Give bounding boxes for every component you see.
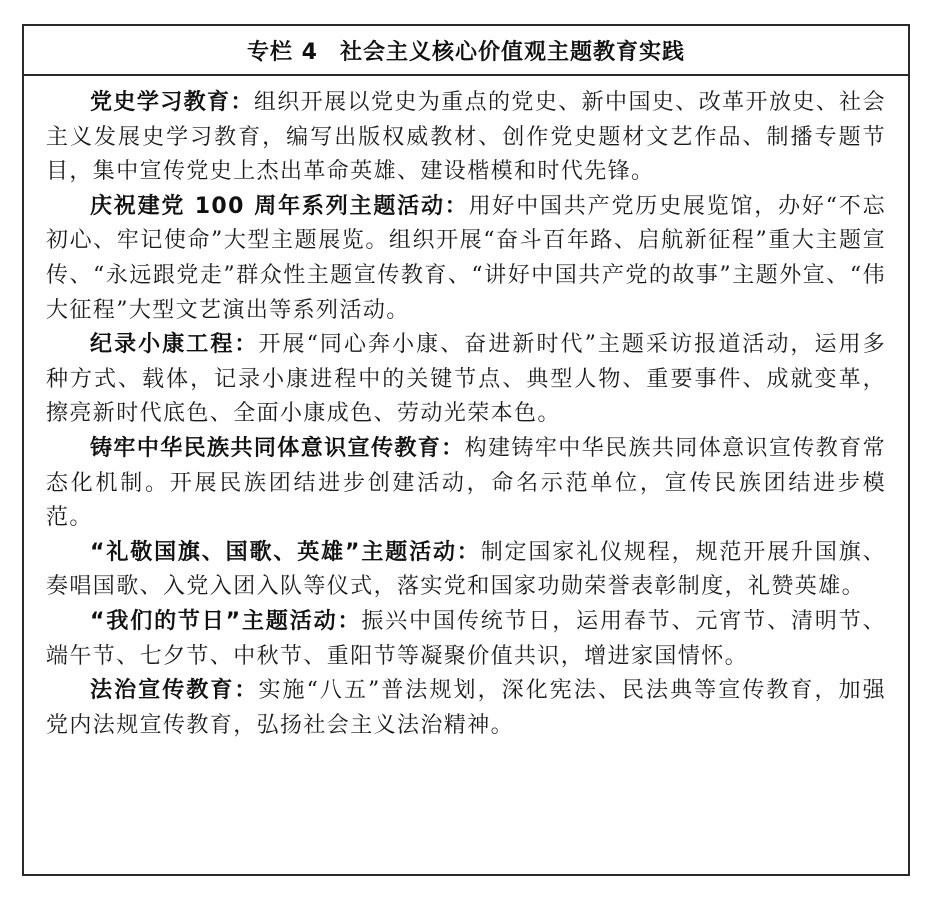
column-box <box>22 24 910 876</box>
paragraph-body: 组织开展以党史为重点的党史、新中国史、改革开放史、社会主义发展史学习教育，编写出版权威教材、创作党史题材文艺作品、制播专题节目，集中宣传党史上杰出革命英雄、建设楷模和时代先锋。 <box>46 90 886 185</box>
paragraph-heading: “我们的节日”主题活动： <box>90 608 362 634</box>
column-title: 社会主义核心价值观主题教育实践 <box>339 39 685 65</box>
paragraph-rule-of-law <box>46 674 886 743</box>
paragraph-heading: 法治宣传教育： <box>90 678 259 704</box>
paragraph-national-unity <box>46 432 886 536</box>
paragraph-centenary <box>46 190 886 328</box>
paragraph-heading: “礼敬国旗、国歌、英雄”主题活动： <box>90 539 481 565</box>
column-content <box>24 76 908 743</box>
column-label: 专栏 4 <box>247 39 318 65</box>
paragraph-xiaokang <box>46 328 886 432</box>
paragraph-party-history <box>46 86 886 190</box>
paragraph-body: 制定国家礼仪规程，规范开展升国旗、奏唱国歌、入党入团入队等仪式，落实党和国家功勋荣誉表彰制度，礼赞英雄。 <box>46 539 886 600</box>
paragraph-flag-anthem-heroes <box>46 536 886 605</box>
paragraph-body: 开展“同心奔小康、奋进新时代”主题采访报道活动，运用多种方式、载体，记录小康进程中的关键节点、典型人物、重要事件、成就变革，擦亮新时代底色、全面小康成色、劳动光荣本色。 <box>46 332 886 427</box>
paragraph-body: 实施“八五”普法规划，深化宪法、民法典等宣传教育，加强党内法规宣传教育，弘扬社会主义法治精神。 <box>46 678 886 738</box>
paragraph-body: 振兴中国传统节日，运用春节、元宵节、清明节、端午节、七夕节、中秋节、重阳节等凝聚价值共识，增进家国情怀。 <box>46 608 886 669</box>
paragraph-heading: 纪录小康工程： <box>90 332 259 358</box>
paragraph-body: 构建铸牢中华民族共同体意识宣传教育常态化机制。开展民族团结进步创建活动，命名示范单位，宣传民族团结进步模范。 <box>46 435 886 531</box>
paragraph-body: 用好中国共产党历史展览馆，办好“不忘初心、牢记使命”大型主题展览。组织开展“奋斗百年路、启航新征程”重大主题宣传、“永远跟党走”群众性主题宣传教育、“讲好中国共产党的故事”主题外宣、“伟大征程”大型文艺演出等系列活动。 <box>46 193 886 323</box>
paragraph-heading: 铸牢中华民族共同体意识宣传教育： <box>90 435 465 461</box>
paragraph-heading: 庆祝建党 100 周年系列主题活动： <box>90 193 469 219</box>
page-title <box>247 35 685 66</box>
paragraph-heading: 党史学习教育： <box>90 90 254 115</box>
title-bar <box>24 26 908 76</box>
paragraph-our-festivals <box>46 605 886 674</box>
